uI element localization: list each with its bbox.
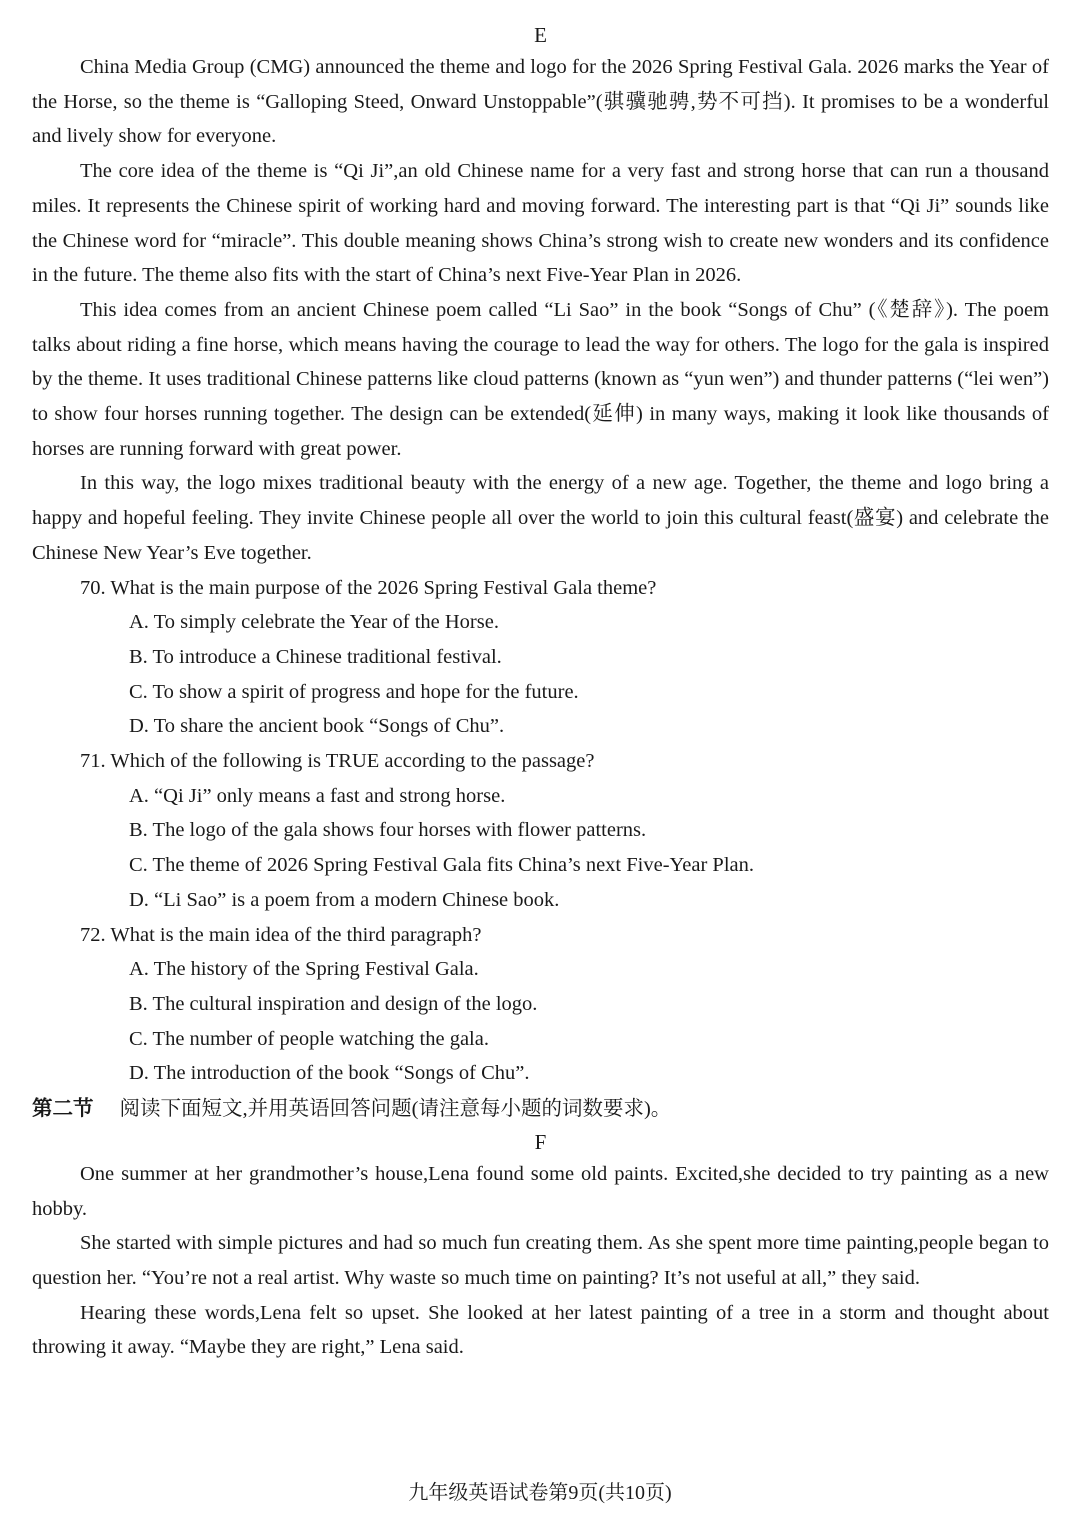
answer-option: D. The introduction of the book “Songs of Chu”. <box>129 1062 530 1085</box>
question-71 <box>32 744 1049 918</box>
exam-page <box>32 20 1049 1365</box>
answer-option: C. The number of people watching the gala. <box>129 1027 489 1050</box>
passage-f-heading: F <box>534 1129 547 1154</box>
passage-e-paragraph-3: This idea comes from an ancient Chinese poem called “Li Sao” in the book “Songs of Chu” (《楚辞》). The poem talks about riding a fine horse, which means having the courage to lead the way for others. The logo for the gala is inspired by the theme. It uses traditional Chinese patterns like cloud patterns (known as “yun wen”) and thunder patterns (“lei wen”) to show four horses running together. The design can be extended(延伸) in many ways, making it look like thousands of horses are running forward with great power. <box>32 298 1049 460</box>
passage-e-paragraph-2: The core idea of the theme is “Qi Ji”,an old Chinese name for a very fast and strong horse that can run a thousand miles. It represents the Chinese spirit of working hard and moving forward. The interesting part is that “Qi Ji” sounds like the Chinese word for “miracle”. This double meaning shows China’s strong wish to create new wonders and its confidence in the future. The theme also fits with the start of China’s next Five-Year Plan in 2026. <box>32 160 1049 287</box>
answer-option: A. The history of the Spring Festival Gala. <box>129 958 479 981</box>
page-footer: 九年级英语试卷第9页(共10页) <box>408 1482 672 1504</box>
question-72 <box>32 918 1049 1092</box>
answer-option: A. “Qi Ji” only means a fast and strong horse. <box>129 784 506 807</box>
question-70 <box>32 571 1049 745</box>
answer-option: A. To simply celebrate the Year of the Horse. <box>129 611 499 634</box>
section-two-instruction: 阅读下面短文,并用英语回答问题(请注意每小题的词数要求)。 <box>119 1098 672 1121</box>
answer-option: B. The cultural inspiration and design of the logo. <box>129 992 538 1015</box>
section-two-header <box>32 1091 1049 1127</box>
question-stem: 70. What is the main purpose of the 2026 Spring Festival Gala theme? <box>80 576 657 599</box>
answer-option: D. To share the ancient book “Songs of Chu”. <box>129 715 505 738</box>
answer-option: C. The theme of 2026 Spring Festival Gala fits China’s next Five-Year Plan. <box>129 854 754 877</box>
answer-option: B. The logo of the gala shows four horses with flower patterns. <box>129 819 647 842</box>
passage-f-paragraph-3: Hearing these words,Lena felt so upset. She looked at her latest painting of a tree in a storm and thought about throwing it away. “Maybe they are right,” Lena said. <box>32 1301 1049 1359</box>
passage-e-paragraph-4: In this way, the logo mixes traditional beauty with the energy of a new age. Together, the theme and logo bring a happy and hopeful feeling. They invite Chinese people all over the world to join this cultural feast(盛宴) and celebrate the Chinese New Year’s Eve together. <box>32 472 1049 564</box>
section-two-label: 第二节 <box>32 1096 94 1121</box>
passage-e-heading: E <box>534 23 547 47</box>
question-stem: 71. Which of the following is TRUE according to the passage? <box>80 750 595 773</box>
passage-f-paragraph-2: She started with simple pictures and had so much fun creating them. As she spent more time painting,people began to question her. “You’re not a real artist. Why waste so much time on painting? It’s not useful at all,” they said. <box>32 1232 1049 1289</box>
passage-f-paragraph-1: One summer at her grandmother’s house,Lena found some old paints. Excited,she decided to try painting as a new hobby. <box>32 1162 1049 1220</box>
answer-option: C. To show a spirit of progress and hope for the future. <box>129 680 579 703</box>
answer-option: D. “Li Sao” is a poem from a modern Chinese book. <box>129 888 560 911</box>
passage-e-paragraph-1: China Media Group (CMG) announced the theme and logo for the 2026 Spring Festival Gala. 2026 marks the Year of the Horse, so the theme is “Galloping Steed, Onward Unstoppable”(骐骥驰骋,势不可挡). It promises to be a wonderful and lively show for everyone. <box>32 56 1049 148</box>
question-stem: 72. What is the main idea of the third paragraph? <box>80 923 482 946</box>
answer-option: B. To introduce a Chinese traditional festival. <box>129 645 502 668</box>
